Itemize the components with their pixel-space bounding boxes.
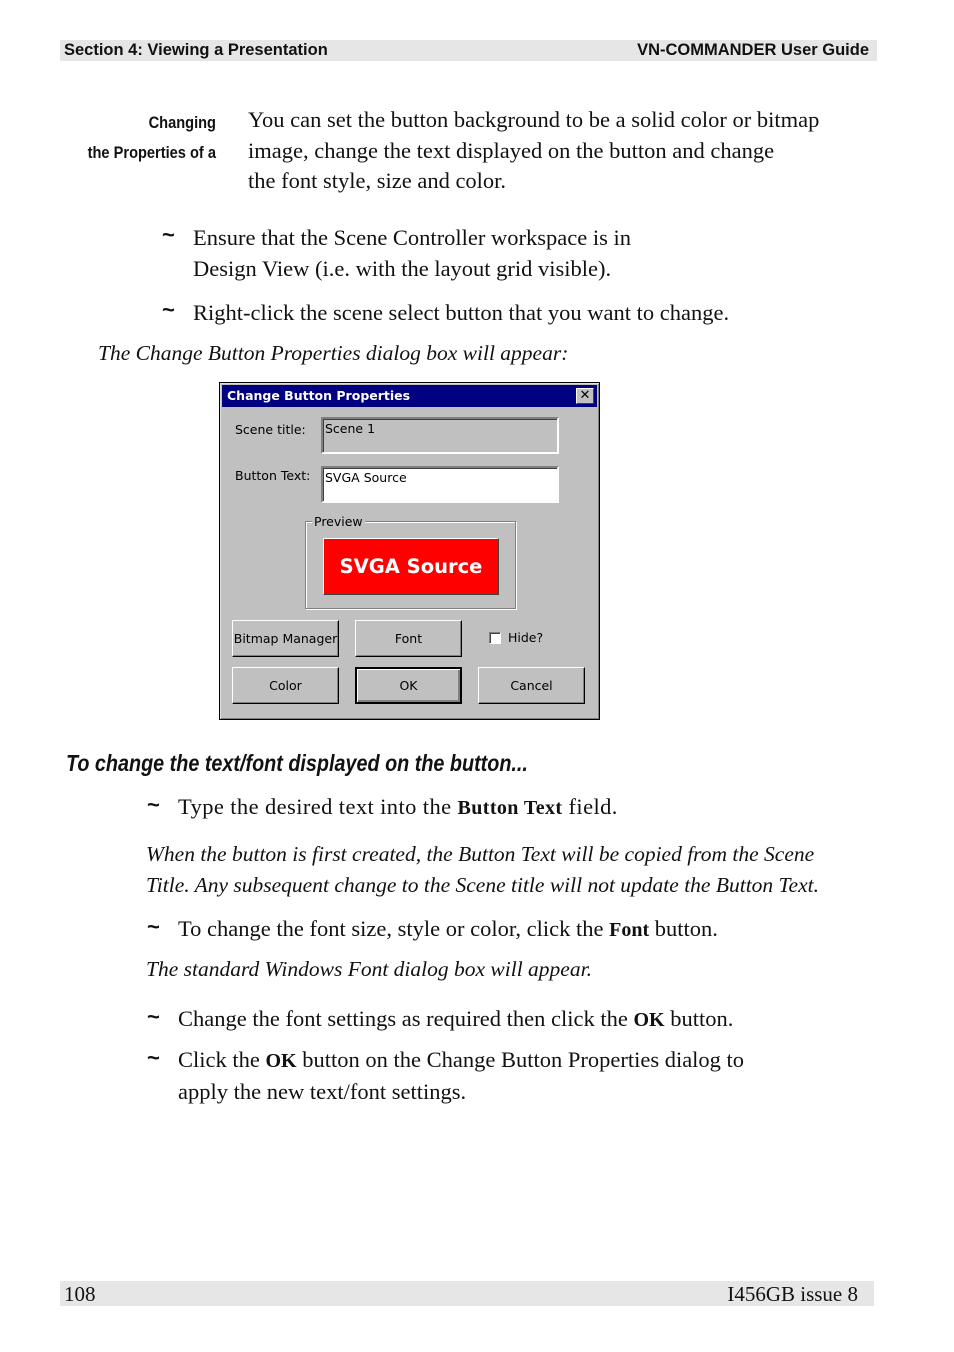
intro-paragraph	[248, 105, 888, 197]
step-change-font-settings	[178, 1004, 878, 1036]
step-text: Type the desired text into the	[178, 794, 458, 819]
step-bold-text: OK	[633, 1009, 665, 1031]
header-section-title: Section 4: Viewing a Presentation	[64, 41, 328, 59]
step-bold-text: OK	[265, 1050, 297, 1072]
document-issue: I456GB issue 8	[727, 1282, 858, 1306]
bullet-line: Ensure that the Scene Controller workspace is in	[193, 225, 632, 250]
page-header	[60, 40, 877, 61]
close-icon[interactable]: ✕	[576, 388, 594, 404]
step-font-button	[178, 914, 878, 946]
bullet-tilde: ~	[147, 1004, 160, 1029]
page-footer	[60, 1281, 874, 1306]
step-text: To change the font size, style or color, click the	[178, 916, 610, 941]
note-button-text-copied	[146, 839, 906, 900]
section-subheading: To change the text/font displayed on the button...	[66, 750, 528, 776]
scene-title-field: Scene 1	[321, 417, 559, 454]
step-bold-text: Font	[609, 919, 650, 941]
hide-checkbox[interactable]	[489, 632, 501, 644]
step-text: button.	[664, 1006, 734, 1031]
step-click-ok	[178, 1045, 878, 1107]
bullet-tilde: ~	[147, 1045, 160, 1070]
scene-title-label: Scene title:	[235, 422, 306, 437]
step-text: Click the	[178, 1047, 266, 1072]
preview-button: SVGA Source	[323, 538, 499, 595]
header-guide-title: VN-COMMANDER User Guide	[637, 41, 869, 59]
bullet-tilde: ~	[147, 914, 160, 939]
bullet-tilde: ~	[162, 222, 175, 247]
bullet-tilde: ~	[162, 297, 175, 322]
intro-line-2: image, change the text displayed on the button and change	[248, 137, 775, 163]
change-button-properties-dialog	[219, 382, 600, 720]
preview-label: Preview	[314, 514, 363, 529]
step-text: button on the Change Button Properties dialog to	[296, 1047, 745, 1072]
step-bold-text: Button Text	[457, 797, 563, 819]
bullet-right-click: Right-click the scene select button that you want to change.	[193, 300, 730, 325]
dialog-title-bar[interactable]	[222, 385, 597, 407]
note-font-dialog: The standard Windows Font dialog box will appear.	[146, 957, 592, 981]
side-heading-line2: the Properties of a	[87, 143, 216, 162]
page-number: 108	[64, 1282, 96, 1306]
dialog-title: Change Button Properties	[227, 388, 411, 403]
button-text-input[interactable]: SVGA Source	[321, 466, 559, 503]
note-line: When the button is first created, the Button Text will be copied from the Scene	[146, 842, 815, 866]
side-heading	[27, 108, 216, 168]
intro-line-3: the font style, size and color.	[248, 168, 507, 193]
font-button[interactable]: Font	[355, 620, 462, 657]
button-text-label: Button Text:	[235, 468, 311, 483]
side-heading-line1: Changing	[148, 113, 216, 132]
bullet-line: Design View (i.e. with the layout grid visible).	[193, 255, 612, 281]
hide-label: Hide?	[508, 630, 544, 645]
bullet-ensure-design-view	[193, 223, 833, 284]
cancel-button[interactable]: Cancel	[478, 667, 585, 704]
ok-button[interactable]: OK	[355, 667, 462, 704]
intro-line-1: You can set the button background to be a solid color or bitmap	[248, 107, 820, 132]
step-text-line2: apply the new text/font settings.	[178, 1078, 467, 1104]
bullet-tilde: ~	[147, 792, 160, 817]
step-text: button.	[649, 916, 718, 941]
bitmap-manager-button[interactable]: Bitmap Manager	[232, 620, 339, 657]
step-text: field.	[562, 794, 618, 819]
step-text: Change the font settings as required then click the	[178, 1006, 634, 1031]
dialog-caption: The Change Button Properties dialog box will appear:	[98, 341, 569, 365]
note-line: Title. Any subsequent change to the Scene title will not update the Button Text.	[146, 872, 819, 897]
step-type-text	[178, 792, 878, 824]
color-button[interactable]: Color	[232, 667, 339, 704]
